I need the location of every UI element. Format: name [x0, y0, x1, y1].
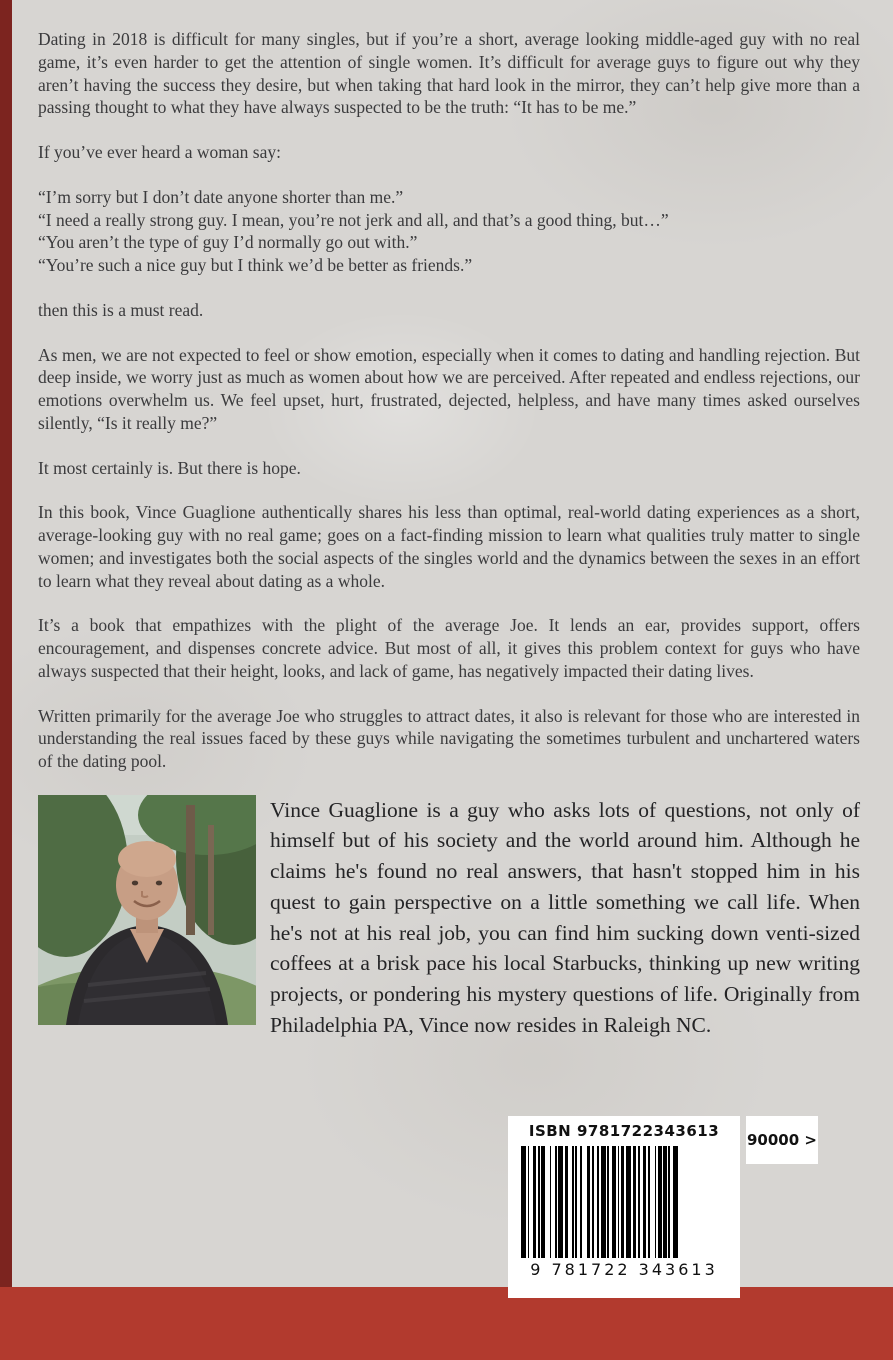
barcode-digits: 9 781722 343613: [530, 1260, 718, 1279]
synopsis-paragraph-5: It most certainly is. But there is hope.: [38, 457, 301, 478]
barcode-main-box: [508, 1116, 740, 1298]
rejection-quote-1: “I’m sorry but I don’t date anyone shorter than me.”: [38, 186, 404, 207]
synopsis-paragraph-7: It’s a book that empathizes with the plight of the average Joe. It lends an ear, provides support, offers encouragement, and dispenses concrete advice. But most of all, it gives this problem context for guys who have always suspected that their height, looks, and lack of game, has negatively impacted their dating lives.: [38, 615, 860, 681]
rejection-quote-3: “You aren’t the type of guy I’d normally go out with.”: [38, 232, 418, 253]
barcode-isbn-label: ISBN 9781722343613: [528, 1122, 720, 1140]
rejection-quote-4: “You’re such a nice guy but I think we’d be better as friends.”: [38, 255, 473, 275]
synopsis-paragraph-3: then this is a must read.: [38, 299, 204, 320]
left-spine-stripe: [0, 0, 12, 1360]
synopsis-paragraph-1: Dating in 2018 is difficult for many singles, but if you’re a short, average looking middle-aged guy with no real game, it’s even harder to get the attention of single women. It’s difficult for average guys to figure out why they aren’t having the success they desire, but when taking that hard look in the mirror, they can’t help give more than a passing thought to what they have always suspected to be the truth: “It has to be me.”: [38, 29, 860, 118]
synopsis-paragraph-8: Written primarily for the average Joe who struggles to attract dates, it also is relevant for those who are interested in understanding the real issues faced by these guys while navigating the sometimes turbulent and unchartered waters of the dating pool.: [38, 705, 860, 771]
synopsis-paragraph-6: In this book, Vince Guaglione authentically shares his less than optimal, real-world dating experiences as a short, average-looking guy with no real game; goes on a fact-finding mission to learn what qualities truly matter to single women; and investigates both the social aspects of the singles world and the dynamics between the sexes in an effort to learn what they reveal about dating as a whole.: [38, 502, 860, 591]
synopsis-paragraph-2: If you’ve ever heard a woman say:: [38, 142, 281, 162]
author-section: [38, 795, 860, 1041]
barcode-price-code: 90000 >: [746, 1116, 818, 1164]
barcode-bars: [521, 1146, 727, 1258]
rejection-quote-2: “I need a really strong guy. I mean, you’re not jerk and all, and that’s a good thing, but…”: [38, 209, 669, 230]
synopsis-paragraph-4: As men, we are not expected to feel or show emotion, especially when it comes to dating and handling rejection. But deep inside, we worry just as much as women about how we are perceived. After repeated and endless rejections, our emotions overwhelm us. We feel upset, hurt, frustrated, dejected, helpless, and have many times asked ourselves silently, “Is it really me?”: [38, 344, 860, 433]
author-photo-graphic: [38, 795, 256, 1025]
barcode-block: [508, 1116, 818, 1298]
author-bio-text: Vince Guaglione is a guy who asks lots of questions, not only of himself but of his society and the world around him. Although he claims he's found no real answers, that hasn't stopped him in his quest to gain perspective on a little something we call life. When he's not at his real job, you can find him sucking down venti-sized coffees at a brisk pace his local Starbucks, thinking up new writing projects, or pondering his mystery questions of life. Originally from Philadelphia PA, Vince now resides in Raleigh NC.: [270, 797, 860, 1037]
rejection-quotes-list: [38, 186, 860, 277]
author-photo: [38, 795, 256, 1025]
